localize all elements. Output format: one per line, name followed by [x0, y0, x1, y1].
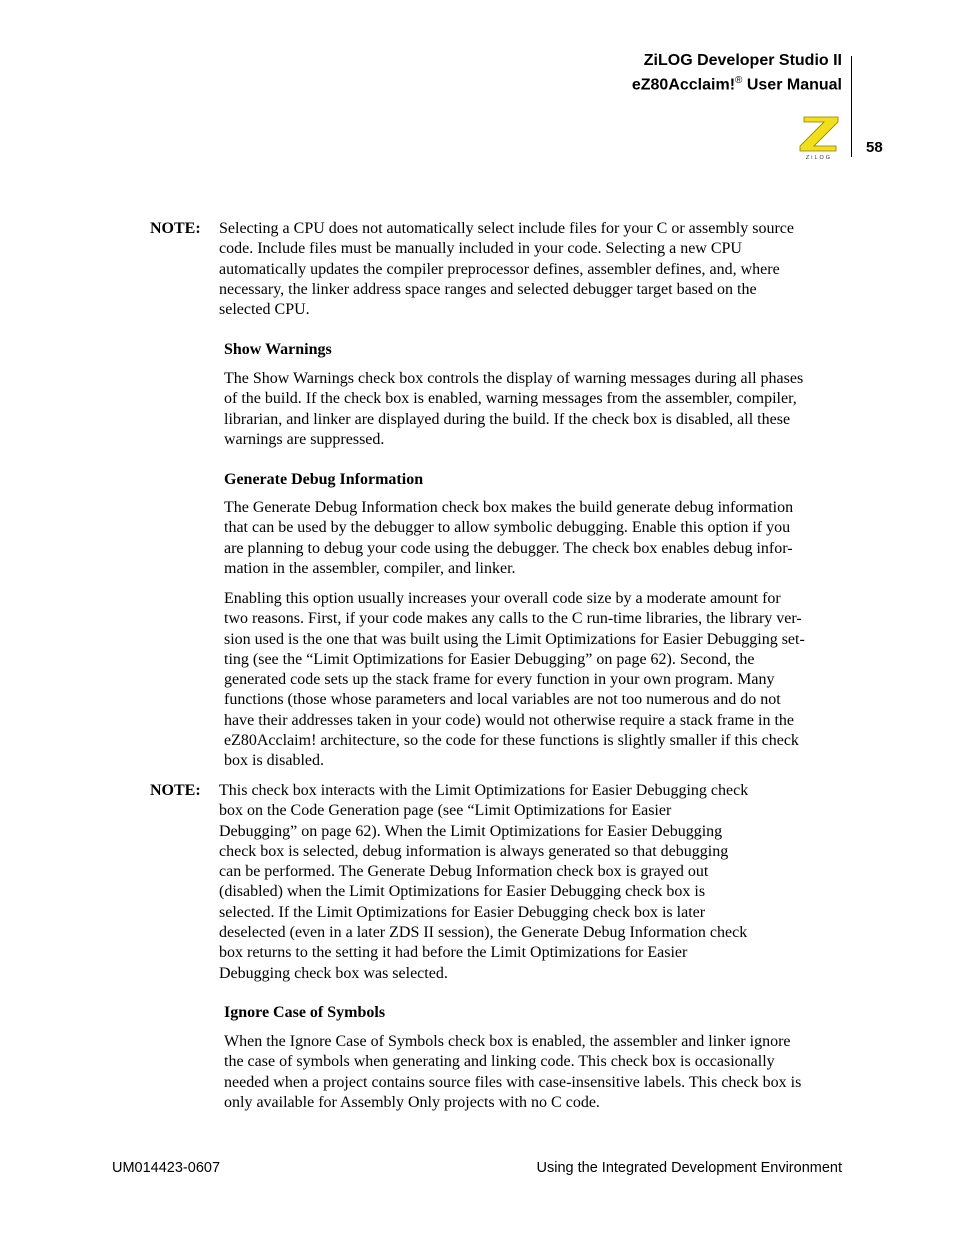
text-line: automatically updates the compiler preprocessor defines, assembler defines, and, where [219, 260, 780, 278]
zilog-logo [796, 114, 842, 160]
text-line: warnings are suppressed. [224, 430, 385, 448]
text-line: box is disabled. [224, 752, 324, 770]
text-line: the case of symbols when generating and linking code. This check box is occasionally [224, 1053, 775, 1071]
header-title [644, 51, 842, 71]
text-line: ting (see the “Limit Optimizations for Easier Debugging” on page 62). Second, the [224, 650, 755, 668]
text-line: deselected (even in a later ZDS II session), the Generate Debug Information check [219, 924, 748, 942]
text-line: eZ80Acclaim! architecture, so the code for these functions is slightly smaller if this check [224, 732, 799, 750]
text-line: sion used is the one that was built using the Limit Optimizations for Easier Debugging set- [224, 630, 805, 648]
text-line: functions (those whose parameters and local variables are not too numerous and do not [224, 691, 781, 709]
text-line: Enabling this option usually increases your overall code size by a moderate amount for [224, 590, 781, 607]
header-product: eZ80Acclaim! [631, 76, 736, 94]
header-divider [851, 56, 852, 157]
registered-mark: ® [735, 75, 743, 86]
note-label: NOTE: [150, 782, 201, 799]
paragraph-generate-debug-1 [224, 498, 844, 579]
header-subtitle [632, 71, 842, 95]
text-line: have their addresses taken in your code) would not otherwise require a stack frame in the [224, 711, 795, 729]
text-line: selected CPU. [219, 301, 310, 319]
text-line: only available for Assembly Only projects with no C code. [224, 1093, 600, 1111]
note-cpu-selection [150, 219, 850, 320]
text-line: Debugging check box was selected. [219, 964, 448, 982]
footer-section-title: Using the Integrated Development Environment [536, 1160, 842, 1176]
page-number: 58 [866, 139, 883, 156]
note-body [219, 781, 850, 984]
text-line: generated code sets up the stack frame for every function in your own program. Many [224, 671, 775, 689]
heading-generate-debug: Generate Debug Information [224, 471, 424, 488]
text-line: box on the Code Generation page (see “Limit Optimizations for Easier [219, 802, 672, 820]
text-line: of the build. If the check box is enabled, warning messages from the assembler, compiler, [224, 390, 797, 408]
text-line: can be performed. The Generate Debug Information check box is grayed out [219, 863, 709, 881]
paragraph-show-warnings [224, 369, 844, 450]
text-line: Selecting a CPU does not automatically select include files for your C or assembly source [219, 220, 794, 237]
text-line: needed when a project contains source files with case-insensitive labels. This check box is [224, 1073, 802, 1091]
text-line: check box is selected, debug information is always generated so that debugging [219, 842, 729, 860]
paragraph-ignore-case [224, 1032, 844, 1113]
text-line: (disabled) when the Limit Optimizations for Easier Debugging check box is [219, 883, 706, 901]
heading-show-warnings: Show Warnings [224, 341, 332, 358]
text-line: are planning to debug your code using the debugger. The check box enables debug infor- [224, 539, 793, 557]
footer-doc-id: UM014423-0607 [112, 1160, 221, 1176]
header-manual: User Manual [742, 76, 842, 94]
text-line: code. Include files must be manually included in your code. Selecting a new CPU [219, 240, 742, 258]
note-body [219, 219, 850, 320]
text-line: This check box interacts with the Limit Optimizations for Easier Debugging check [219, 782, 749, 799]
text-line: The Generate Debug Information check box makes the build generate debug information [224, 499, 794, 516]
text-line: The Show Warnings check box controls the display of warning messages during all phases [224, 370, 804, 387]
text-line: box returns to the setting it had before the Limit Optimizations for Easier [219, 944, 688, 962]
text-line: selected. If the Limit Optimizations for Easier Debugging check box is later [219, 903, 706, 921]
logo-text: ZiLOG [805, 155, 833, 160]
header-line1: ZiLOG Developer Studio II [643, 52, 842, 69]
text-line: necessary, the linker address space ranges and selected debugger target based on the [219, 280, 757, 298]
heading-ignore-case: Ignore Case of Symbols [224, 1004, 386, 1021]
note-label: NOTE: [150, 220, 201, 237]
text-line: two reasons. First, if your code makes any calls to the C run-time libraries, the library ver- [224, 610, 802, 628]
text-line: librarian, and linker are displayed during the build. If the check box is disabled, all these [224, 410, 791, 428]
note-limit-optimizations [150, 781, 850, 984]
text-line: mation in the assembler, compiler, and linker. [224, 559, 516, 577]
text-line: that can be used by the debugger to allow symbolic debugging. Enable this option if you [224, 519, 791, 537]
paragraph-generate-debug-2 [224, 589, 844, 772]
text-line: Debugging” on page 62). When the Limit Optimizations for Easier Debugging [219, 822, 723, 840]
text-line: When the Ignore Case of Symbols check box is enabled, the assembler and linker ignore [224, 1033, 791, 1050]
